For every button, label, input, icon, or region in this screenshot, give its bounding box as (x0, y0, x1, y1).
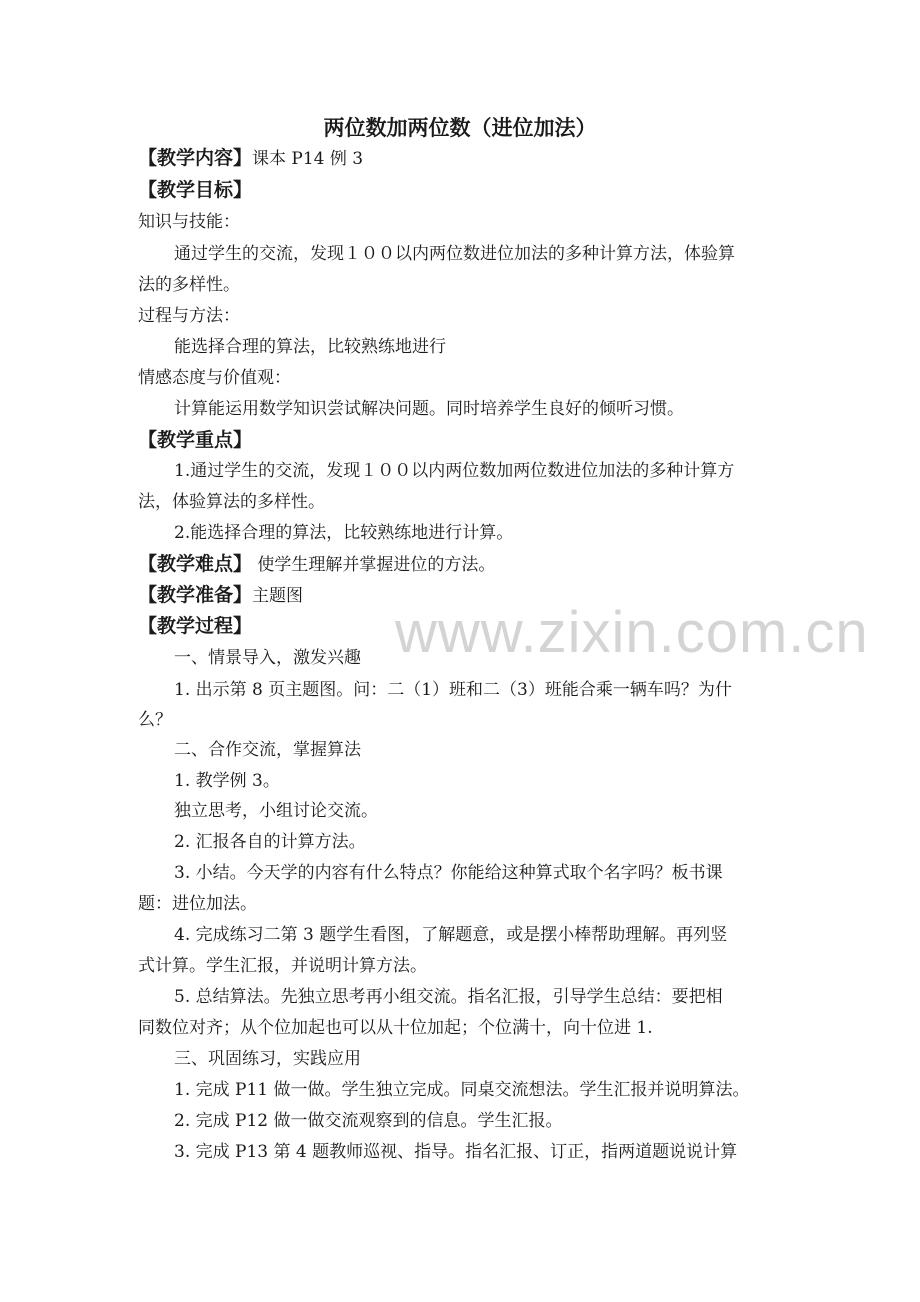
section-3-item-1: 1. 完成 P11 做一做。学生独立完成。同桌交流想法。学生汇报并说明算法。 (174, 1080, 750, 1100)
key-label: 【教学重点】 (138, 429, 253, 451)
process-label: 【教学过程】 (138, 615, 253, 637)
goal-label: 【教学目标】 (138, 179, 253, 201)
difficulty-label: 【教学难点】 (138, 553, 253, 575)
section-2-item-3b: 题：进位加法。 (138, 894, 257, 914)
goal-process-label: 过程与方法： (138, 306, 240, 326)
key-line-1a: 1.通过学生的交流，发现１００以内两位数加两位数进位加法的多种计算方 (174, 461, 735, 481)
section-3-title: 三、巩固练习，实践应用 (174, 1049, 361, 1069)
section-2-item-4a: 4. 完成练习二第 3 题学生看图，了解题意，或是摆小棒帮助理解。再列竖 (174, 925, 728, 945)
goal-knowledge-line-1: 通过学生的交流，发现１００以内两位数进位加法的多种计算方法，体验算 (174, 244, 735, 264)
difficulty-text: 使学生理解并掌握进位的方法。 (252, 555, 496, 575)
prep-line (138, 582, 303, 608)
section-2-title: 二、合作交流，掌握算法 (174, 740, 361, 760)
content-line (138, 145, 363, 171)
watermark: www.zixin.com.cn (395, 600, 869, 665)
section-2-item-5b: 同数位对齐；从个位加起也可以从十位加起；个位满十，向十位进 1. (138, 1018, 653, 1038)
section-2-item-5a: 5. 总结算法。先独立思考再小组交流。指名汇报，引导学生总结：要把相 (174, 987, 723, 1007)
section-3-item-2: 2. 完成 P12 做一做交流观察到的信息。学生汇报。 (174, 1111, 563, 1131)
section-1-item-1b: 么？ (138, 710, 172, 730)
section-2-item-3a: 3. 小结。今天学的内容有什么特点？你能给这种算式取个名字吗？板书课 (174, 863, 723, 883)
section-2-item-2: 2. 汇报各自的计算方法。 (174, 832, 366, 852)
section-2-item-1b: 独立思考，小组讨论交流。 (174, 801, 378, 821)
goal-emotion-label: 情感态度与价值观： (138, 368, 291, 388)
section-1-title: 一、情景导入，激发兴趣 (174, 648, 361, 668)
section-2-item-4b: 式计算。学生汇报，并说明计算方法。 (138, 956, 427, 976)
key-line-1b: 法，体验算法的多样性。 (138, 492, 325, 512)
section-3-item-3: 3. 完成 P13 第 4 题教师巡视、指导。指名汇报、订正，指两道题说说计算 (174, 1142, 738, 1162)
prep-text: 主题图 (252, 586, 304, 606)
key-line-2: 2.能选择合理的算法，比较熟练地进行计算。 (174, 523, 514, 543)
goal-knowledge-label: 知识与技能： (138, 212, 240, 232)
difficulty-line (138, 551, 495, 577)
goal-emotion-line: 计算能运用数学知识尝试解决问题。同时培养学生良好的倾听习惯。 (174, 399, 684, 419)
prep-label: 【教学准备】 (138, 584, 253, 606)
goal-process-line: 能选择合理的算法，比较熟练地进行 (174, 337, 446, 357)
section-1-item-1a: 1. 出示第 8 页主题图。问：二（1）班和二（3）班能合乘一辆车吗？为什 (174, 680, 732, 700)
section-2-item-1: 1. 教学例 3。 (174, 771, 280, 791)
content-text: 课本 P14 例 3 (252, 149, 364, 169)
goal-knowledge-line-2: 法的多样性。 (138, 275, 240, 295)
content-label: 【教学内容】 (138, 147, 253, 169)
page-title: 两位数加两位数（进位加法） (323, 116, 597, 140)
